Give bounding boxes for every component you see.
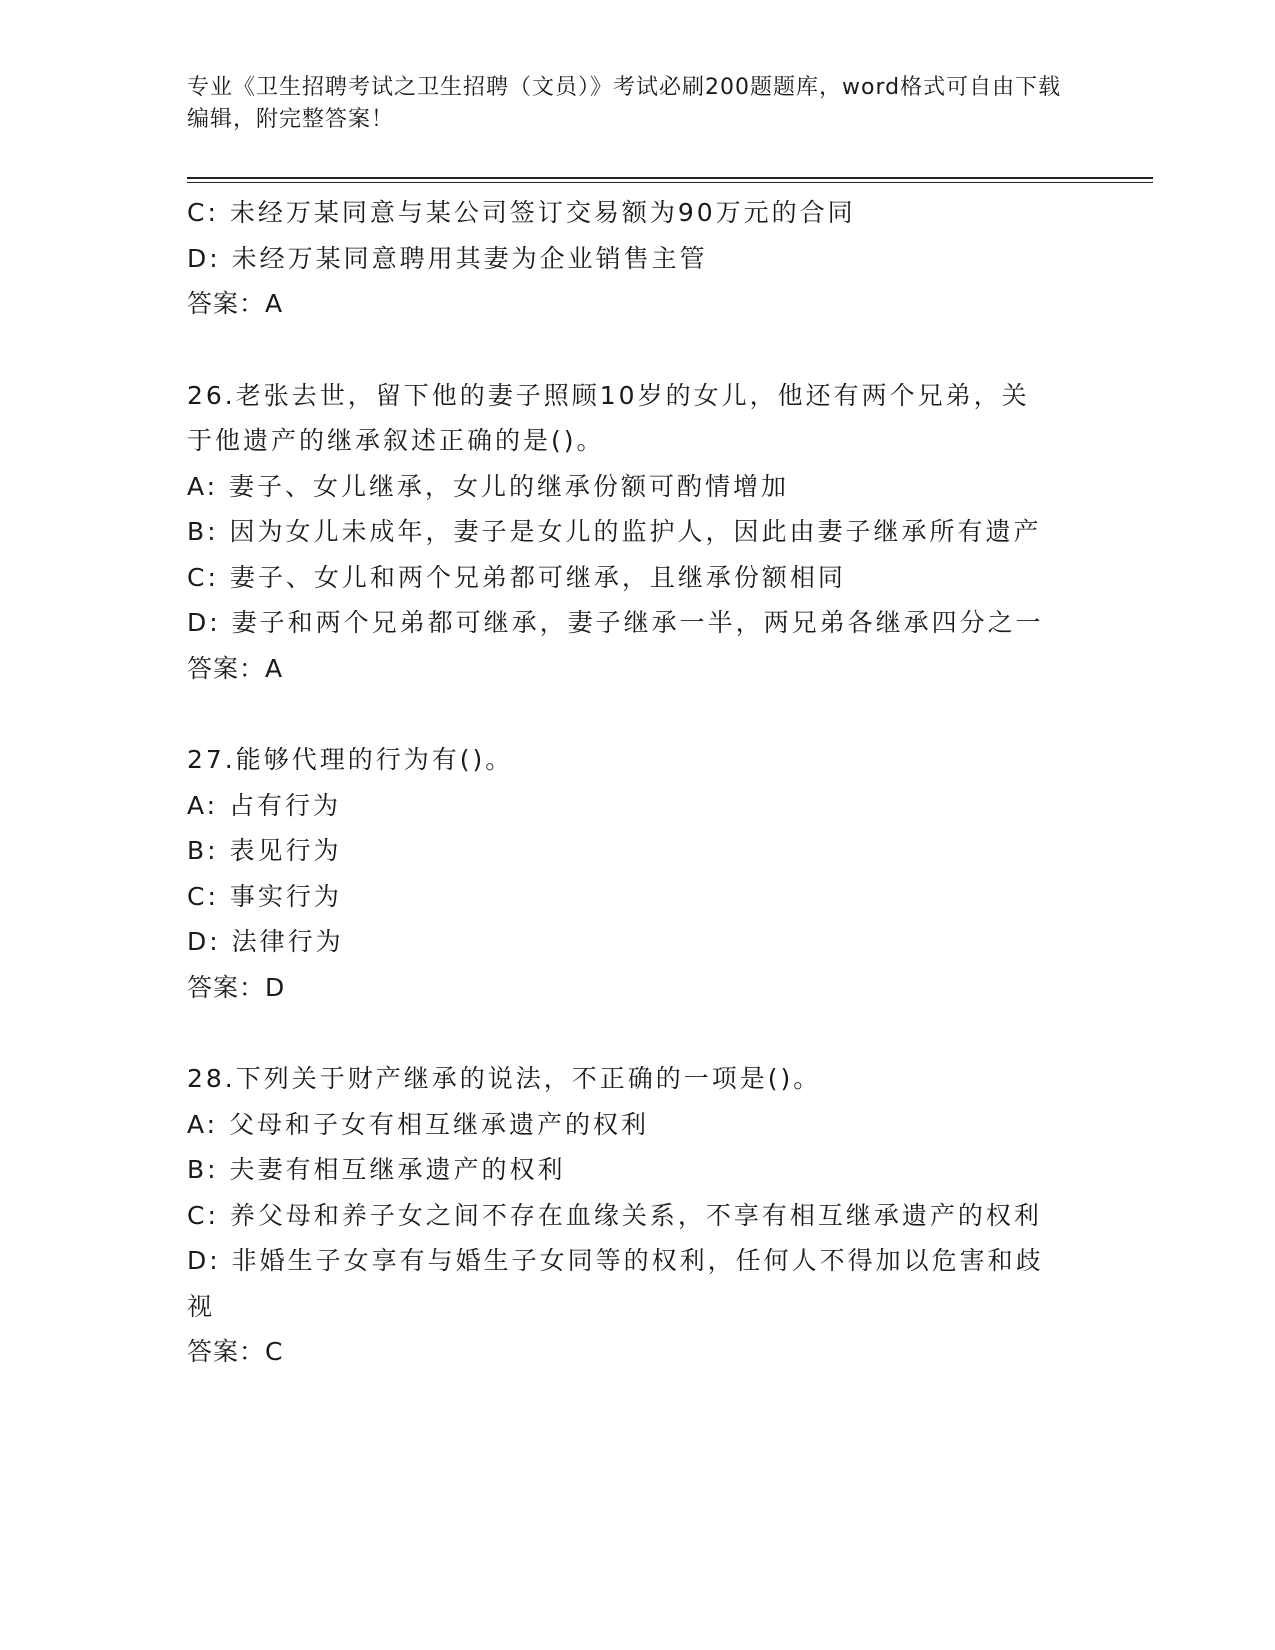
question-stem-continued: 于他遗产的继承叙述正确的是()。 (187, 426, 605, 455)
header-rule-thick (187, 177, 1153, 179)
question-27 (187, 737, 1087, 1010)
option-c: C: 事实行为 (187, 881, 342, 911)
option-b: B: 表见行为 (187, 836, 342, 865)
option-d: D: 非婚生子女享有与婚生子女同等的权利，任何人不得加以危害和歧 (187, 1246, 1044, 1275)
option-a: A: 父母和子女有相互继承遗产的权利 (187, 1109, 650, 1139)
option-d: D: 法律行为 (187, 927, 344, 956)
answer: 答案：A (187, 653, 284, 683)
question-content (187, 190, 1087, 1375)
question-stem: 27.能够代理的行为有()。 (187, 745, 514, 774)
option-a: A: 妻子、女儿继承，女儿的继承份额可酌情增加 (187, 471, 790, 501)
option-b: B: 夫妻有相互继承遗产的权利 (187, 1155, 566, 1184)
option-b: B: 因为女儿未成年，妻子是女儿的监护人，因此由妻子继承所有遗产 (187, 517, 1042, 546)
header-rule-thin (187, 182, 1153, 183)
option-d: D: 妻子和两个兄弟都可继承，妻子继承一半，两兄弟各继承四分之一 (187, 608, 1044, 637)
option-c: C: 未经万某同意与某公司签订交易额为90万元的合同 (187, 198, 856, 227)
question-stem: 28.下列关于财产继承的说法，不正确的一项是()。 (187, 1064, 822, 1093)
answer: 答案：A (187, 289, 284, 318)
question-stem: 26.老张去世，留下他的妻子照顾10岁的女儿，他还有两个兄弟，关 (187, 380, 1030, 410)
option-d-continued: 视 (187, 1291, 216, 1321)
page-header: 专业《卫生招聘考试之卫生招聘（文员）》考试必刷200题题库，word格式可自由下载编辑，附完整答案！ (187, 75, 1062, 132)
question-25-continuation (187, 190, 1087, 327)
answer: 答案：C (187, 1337, 284, 1366)
spacer (187, 691, 1087, 737)
option-c: C: 妻子、女儿和两个兄弟都可继承，且继承份额相同 (187, 562, 846, 592)
option-a: A: 占有行为 (187, 790, 342, 820)
answer: 答案：D (187, 972, 286, 1002)
question-26 (187, 373, 1087, 692)
spacer (187, 1010, 1087, 1056)
spacer (187, 327, 1087, 373)
option-d: D: 未经万某同意聘用其妻为企业销售主管 (187, 243, 708, 273)
option-c: C: 养父母和养子女之间不存在血缘关系，不享有相互继承遗产的权利 (187, 1200, 1042, 1230)
question-28 (187, 1056, 1087, 1375)
